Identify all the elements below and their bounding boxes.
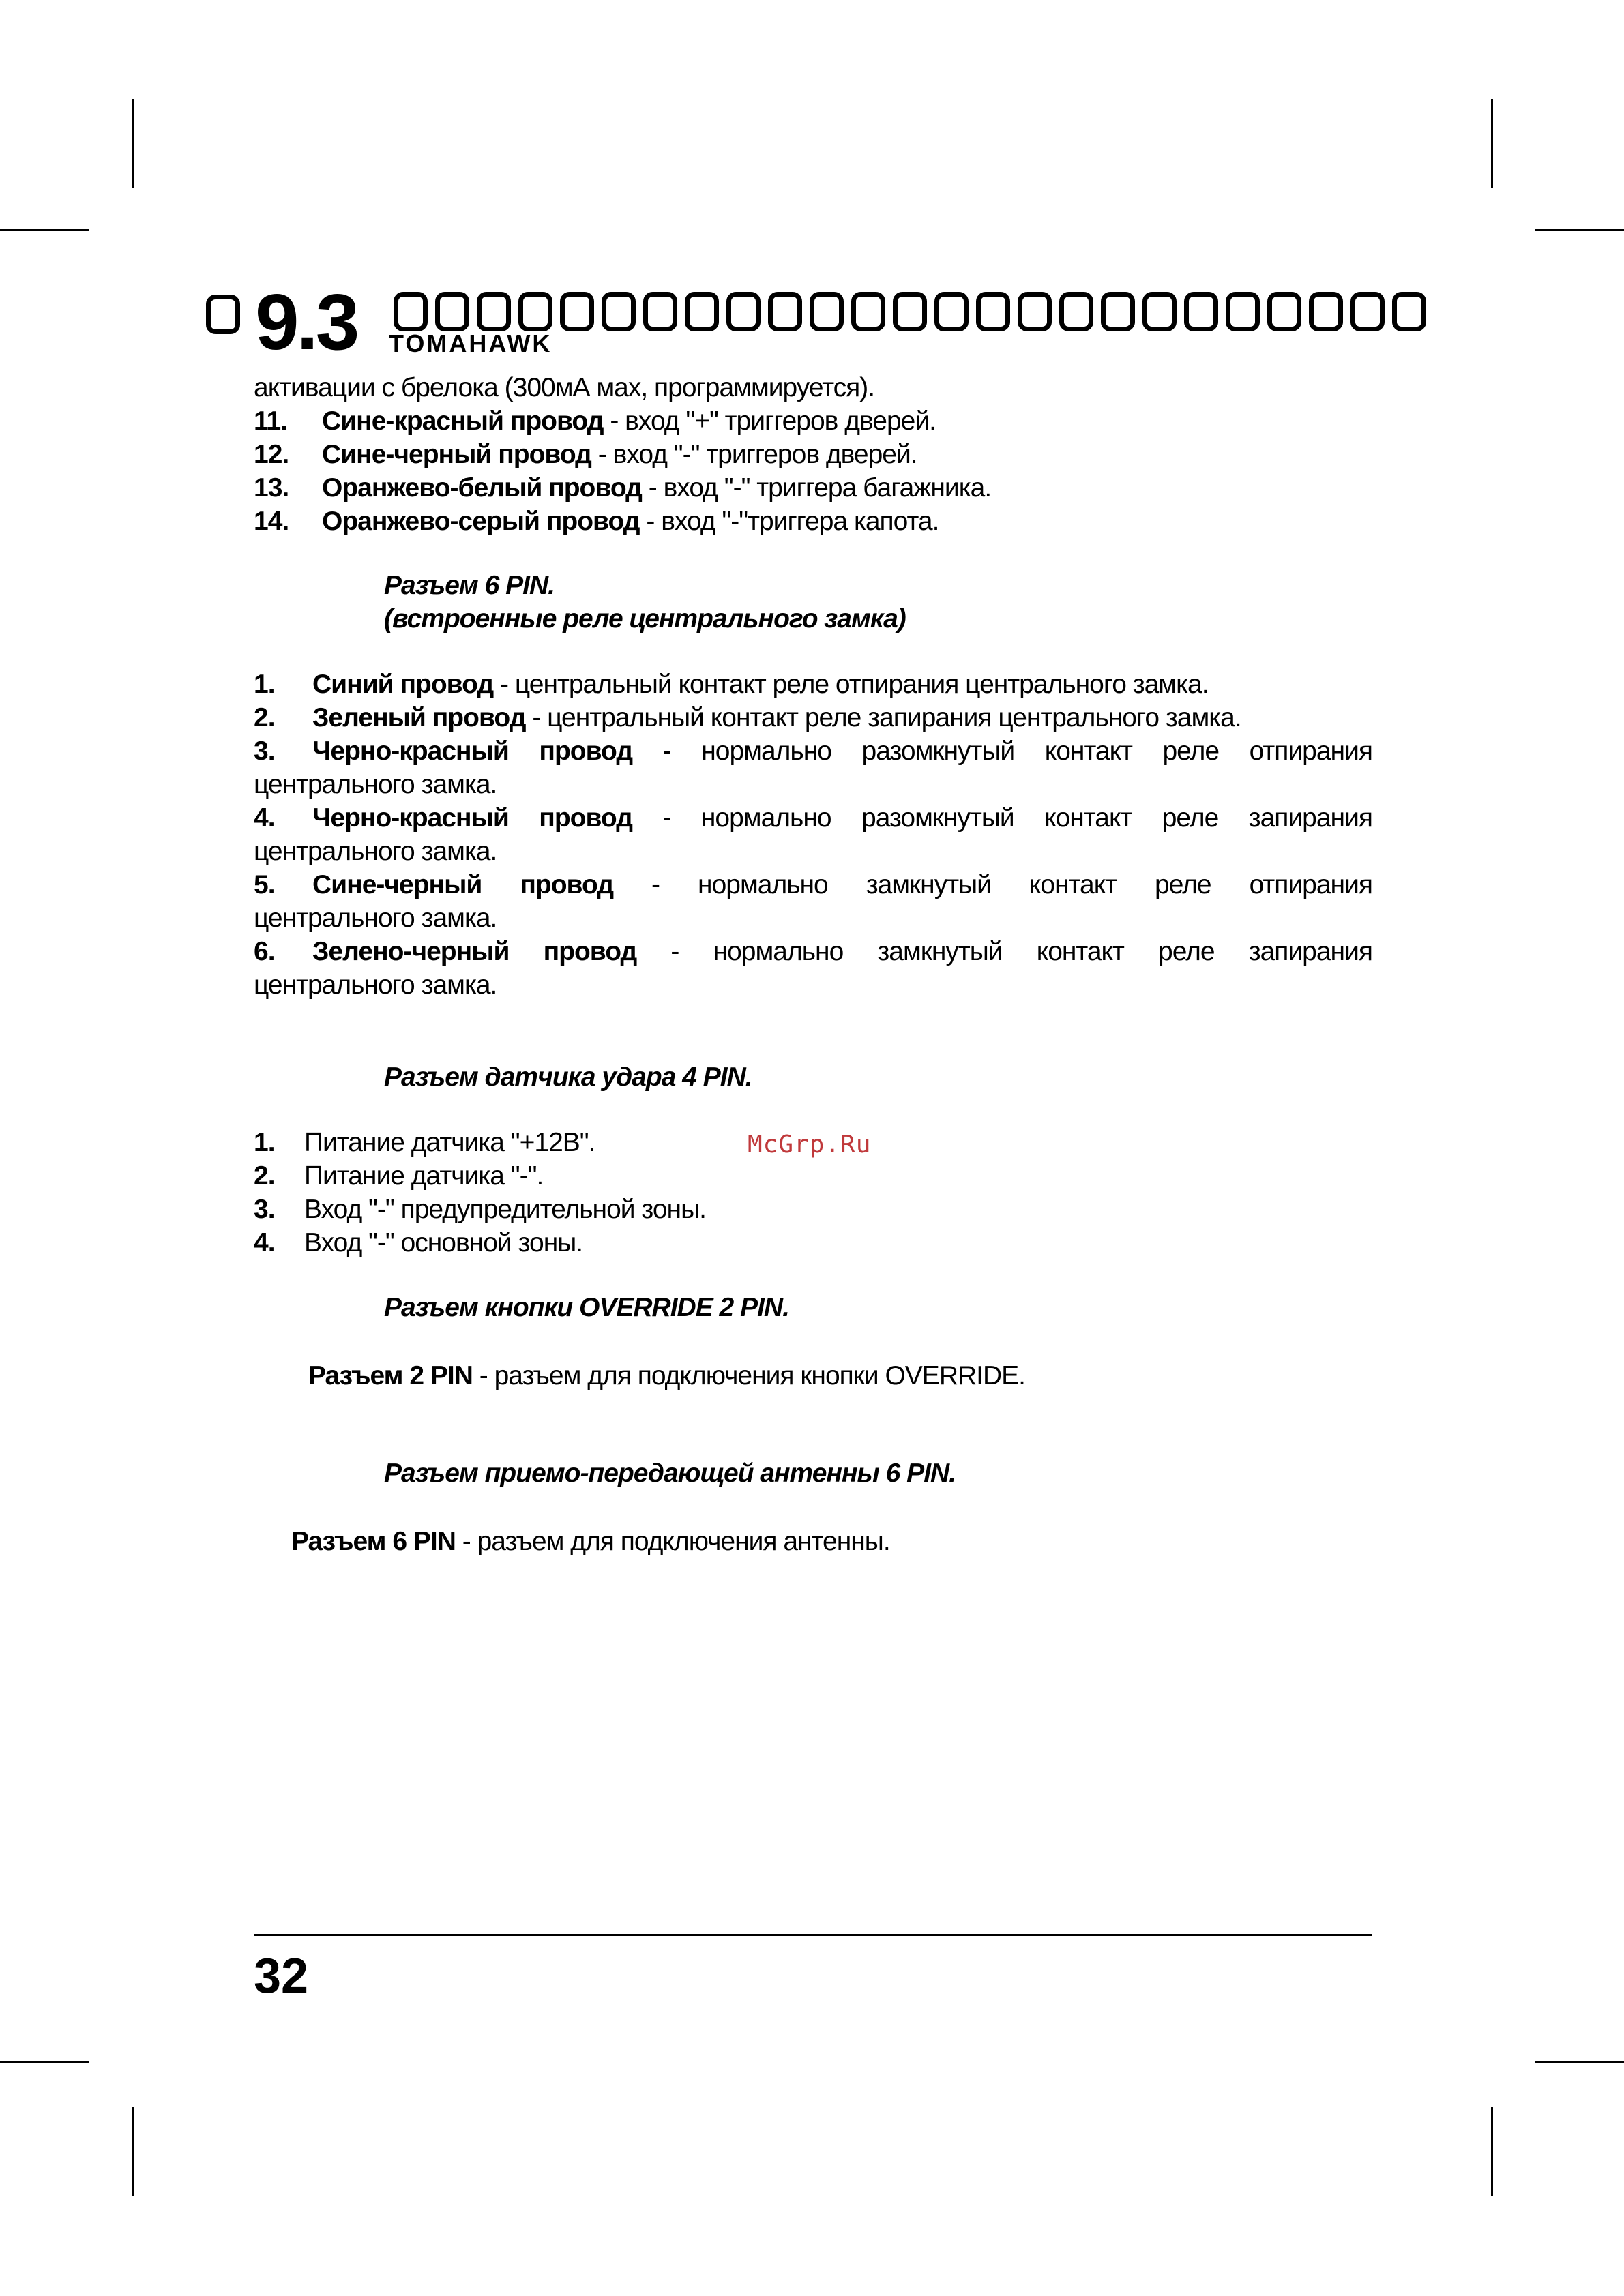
item-number: 4.	[254, 1228, 275, 1257]
wire-desc: - вход "-"триггера капота.	[639, 507, 939, 536]
crop-mark	[1535, 229, 1624, 231]
wire-desc: - нормально замкнутый контакт реле запирания	[636, 937, 1372, 966]
header-box	[1018, 292, 1052, 331]
header-box	[685, 292, 719, 331]
header-box	[1184, 292, 1218, 331]
list-item-continuation: центрального замка.	[254, 970, 497, 1000]
item-number: 3.	[254, 1195, 275, 1224]
item-number: 13.	[254, 473, 289, 503]
wire-desc: - вход "+" триггеров дверей.	[603, 406, 936, 436]
header-box	[1226, 292, 1260, 331]
header-box	[518, 292, 552, 331]
wire-name: Зеленый провод	[312, 703, 526, 732]
crop-mark	[132, 99, 134, 188]
header-box	[1309, 292, 1343, 331]
header-box	[602, 292, 636, 331]
list-item	[254, 735, 1372, 768]
crop-mark	[0, 2061, 89, 2063]
item-number: 3.	[254, 736, 275, 766]
item-text: Вход "-" предупредительной зоны.	[304, 1195, 706, 1224]
brand-name: TOMAHAWK	[389, 329, 552, 357]
item-number: 1.	[254, 670, 275, 699]
list-item	[254, 668, 1372, 701]
wire-desc: - вход "-" триггера багажника.	[641, 473, 992, 503]
section-title: Разъем 6 PIN.	[384, 571, 555, 600]
section-subtitle: (встроенные реле центрального замка)	[384, 604, 906, 633]
wire-name: Сине-черный провод	[312, 870, 614, 899]
list-line	[254, 372, 1372, 404]
chapter-number: 9.3	[255, 278, 357, 366]
crop-mark	[0, 229, 89, 231]
item-number: 2.	[254, 1161, 275, 1191]
item-number: 11.	[254, 406, 288, 436]
wire-desc: - вход "-" триггеров дверей.	[591, 440, 917, 469]
wire-name: Оранжево-белый провод	[322, 473, 642, 503]
wire-name: Оранжево-серый провод	[322, 507, 640, 536]
watermark: McGrp.Ru	[748, 1131, 872, 1159]
header-box	[643, 292, 677, 331]
wire-desc: - центральный контакт реле отпирания центрального замка.	[493, 670, 1209, 699]
header-box	[934, 292, 969, 331]
list-item	[254, 405, 1372, 438]
header-box	[394, 292, 428, 331]
list-item	[254, 702, 1372, 734]
wire-name: Черно-красный провод	[312, 736, 633, 766]
list-item	[254, 472, 1372, 505]
wire-name: Сине-черный провод	[322, 440, 591, 469]
item-text: Питание датчика "-".	[304, 1161, 544, 1191]
list-item	[254, 438, 1372, 471]
header-box	[1059, 292, 1093, 331]
header-box	[976, 292, 1010, 331]
header-box	[810, 292, 844, 331]
section-title: Разъем кнопки OVERRIDE 2 PIN.	[384, 1293, 789, 1322]
header-box	[1267, 292, 1301, 331]
list-item-continuation: центрального замка.	[254, 770, 497, 799]
item-text: Питание датчика "+12В".	[304, 1128, 595, 1157]
item-number: 14.	[254, 507, 289, 536]
item-number: 12.	[254, 440, 289, 469]
connector-name: Разъем 6 PIN	[291, 1527, 456, 1556]
wire-name: Зелено-черный провод	[312, 937, 637, 966]
wire-name: Синий провод	[312, 670, 494, 699]
header-box	[768, 292, 802, 331]
list-item	[254, 869, 1372, 901]
crop-mark	[132, 2107, 134, 2196]
wire-desc: - центральный контакт реле запирания центрального замка.	[525, 703, 1241, 732]
header-box	[1392, 292, 1426, 331]
item-number: 1.	[254, 1128, 275, 1157]
list-item-continuation: центрального замка.	[254, 837, 497, 866]
header-box	[560, 292, 594, 331]
header-box	[477, 292, 511, 331]
item-text: Вход "-" основной зоны.	[304, 1228, 583, 1257]
header-box	[1350, 292, 1385, 331]
header-box	[206, 295, 240, 334]
list-item	[254, 1160, 1372, 1193]
section-title: Разъем приемо-передающей антенны 6 PIN.	[384, 1459, 956, 1488]
header-box	[893, 292, 927, 331]
header-box	[1101, 292, 1135, 331]
connector-name: Разъем 2 PIN	[308, 1361, 473, 1390]
list-item	[254, 936, 1372, 968]
paragraph	[308, 1360, 1427, 1392]
item-number: 4.	[254, 803, 275, 833]
crop-mark	[1491, 99, 1493, 188]
paragraph	[291, 1525, 1410, 1558]
header-box	[726, 292, 761, 331]
list-item	[254, 1193, 1372, 1226]
item-number: 5.	[254, 870, 275, 899]
footer-rule	[254, 1934, 1372, 1936]
header-box	[435, 292, 469, 331]
connector-desc: - разъем для подключения антенны.	[455, 1527, 890, 1556]
wire-name: Черно-красный провод	[312, 803, 632, 833]
header-box	[851, 292, 885, 331]
list-item	[254, 802, 1372, 835]
item-number: 6.	[254, 937, 275, 966]
wire-name: Сине-красный провод	[322, 406, 604, 436]
line-text: активации с брелока (300мА мах, программируется).	[254, 373, 875, 402]
header-box	[1142, 292, 1177, 331]
section-title: Разъем датчика удара 4 PIN.	[384, 1062, 752, 1092]
page-number: 32	[254, 1949, 309, 2003]
crop-mark	[1491, 2107, 1493, 2196]
wire-desc: - нормально разомкнутый контакт реле запирания	[632, 803, 1372, 833]
list-item	[254, 1227, 1372, 1259]
list-item	[254, 505, 1372, 538]
connector-desc: - разъем для подключения кнопки OVERRIDE.	[472, 1361, 1025, 1390]
wire-desc: - нормально замкнутый контакт реле отпирания	[613, 870, 1372, 899]
page-header	[206, 278, 1427, 366]
crop-mark	[1535, 2061, 1624, 2063]
list-item-continuation: центрального замка.	[254, 904, 497, 933]
wire-desc: - нормально разомкнутый контакт реле отпирания	[632, 736, 1372, 766]
item-number: 2.	[254, 703, 275, 732]
